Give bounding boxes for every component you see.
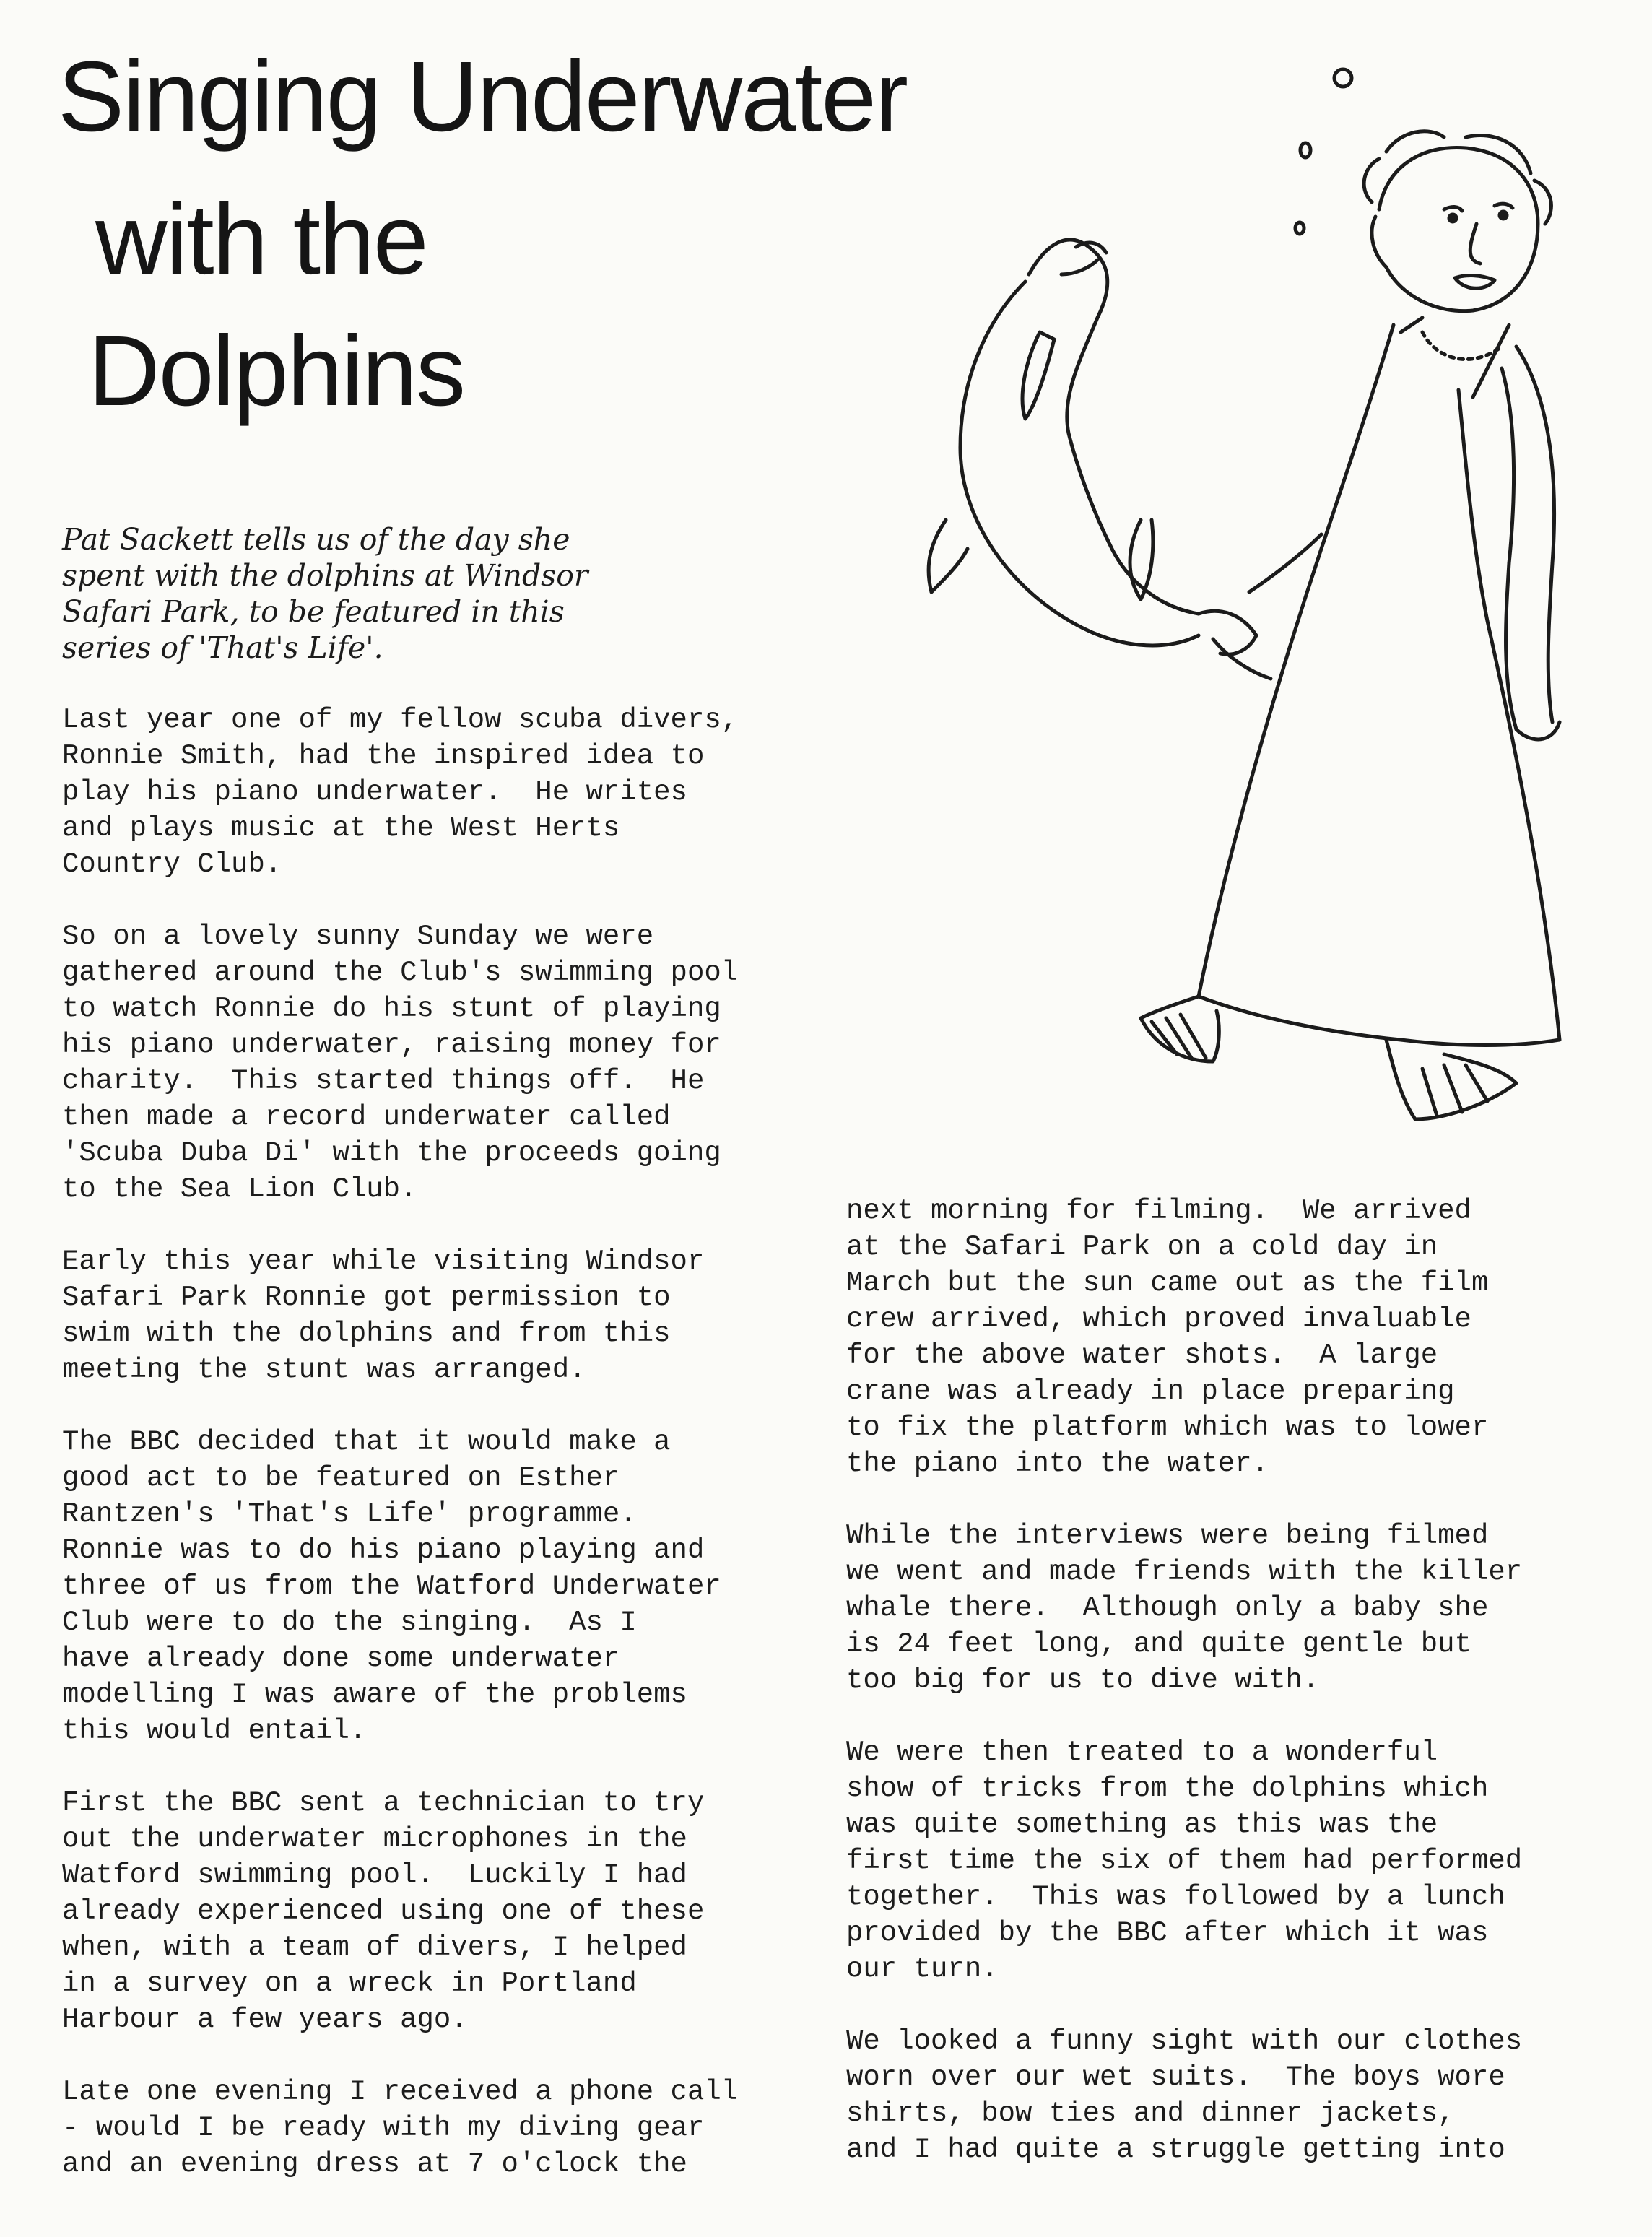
intro-paragraph: Pat Sackett tells us of the day she spent with the dolphins at Windsor Safari Park, to be featured in this series of 'That's Life'. (62, 522, 588, 665)
body-paragraph: First the BBC sent a technician to try out the underwater microphones in the Watford swimming pool. Luckily I had already experienced using one of these when, with a team of divers, I helped in a survey on a wreck in Portland Harbour a few years ago. (62, 1787, 705, 2036)
body-paragraph: While the interviews were being filmed we went and made friends with the killer whale there. Although only a baby she is 24 feet long, and quite gentle but too big for us to dive with. (846, 1520, 1523, 1696)
body-paragraph: Last year one of my fellow scuba divers, Ronnie Smith, had the inspired idea to play his piano underwater. He writes and plays music at the West Herts Country Club. (62, 704, 739, 880)
body-paragraph: So on a lovely sunny Sunday we were gathered around the Club's swimming pool to watch Ronnie do his stunt of playing his piano underwater, raising money for charity. This started things off. He then made a record underwater called 'Scuba Duba Di' with the proceeds going to the Sea Lion Club. (62, 921, 739, 1205)
body-paragraph: We were then treated to a wonderful show of tricks from the dolphins which was quite something as this was the first time the six of them had performed together. This was followed by a lunch provided by the BBC after which it was our turn. (846, 1737, 1523, 1985)
left-column (62, 521, 813, 2218)
title-line-1: Singing Underwater (58, 41, 908, 152)
body-paragraph: Late one evening I received a phone call - would I be ready with my diving gear and an evening dress at 7 o'clock the (62, 2076, 739, 2180)
dolphin-and-singer-drawing-icon (751, 58, 1617, 1141)
right-column (846, 1193, 1612, 2204)
body-paragraph: Early this year while visiting Windsor Safari Park Ronnie got permission to swim with the dolphins and from this meeting the stunt was arranged. (62, 1246, 705, 1386)
body-paragraph: The BBC decided that it would make a good act to be featured on Esther Rantzen's 'That's Life' programme. Ronnie was to do his piano playing and three of us from the Watford Underwater Club were to do the singing. As I have already done some underwater modelling I was aware of the problems this would entail. (62, 1426, 721, 1747)
body-paragraph: We looked a funny sight with our clothes worn over our wet suits. The boys wore shirts, bow ties and dinner jackets, and I had quite a struggle getting into (846, 2025, 1523, 2166)
title-line-2: with the (95, 184, 427, 295)
title-line-3: Dolphins (88, 316, 464, 427)
body-paragraph: next morning for filming. We arrived at the Safari Park on a cold day in March but the sun came out as the film crew arrived, which proved invaluable for the above water shots. A large crane was already in place preparing to fix the platform which was to lower the piano into the water. (846, 1195, 1489, 1480)
